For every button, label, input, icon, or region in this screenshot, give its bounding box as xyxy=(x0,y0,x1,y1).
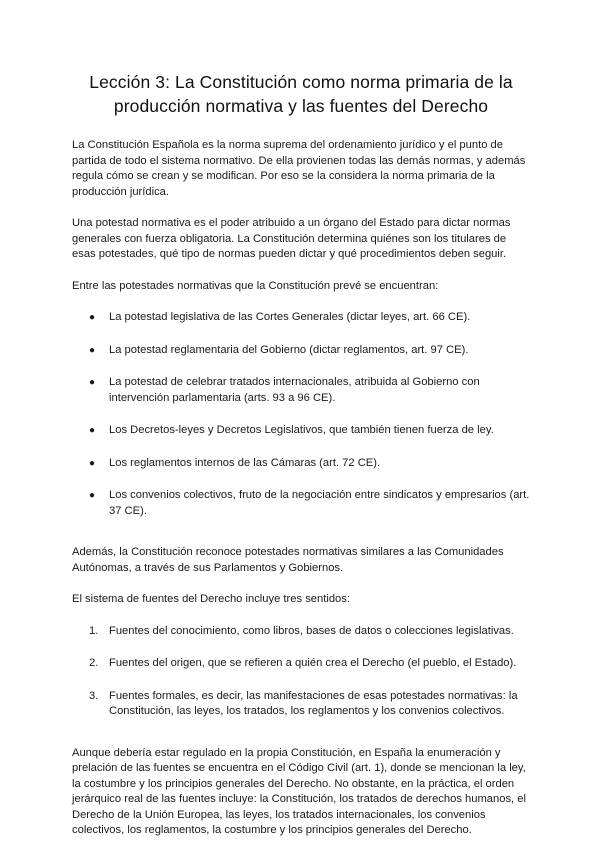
list-item xyxy=(72,423,530,439)
list-item xyxy=(72,689,530,720)
list-item-text: Fuentes del origen, que se refieren a quién crea el Derecho (el pueblo, el Estado). xyxy=(109,657,517,669)
bullet-marker: ● xyxy=(89,344,96,356)
bullet-marker: ● xyxy=(89,312,96,323)
list-item-text: Fuentes del conocimiento, como libros, bases de datos o colecciones legislativas. xyxy=(109,624,514,637)
list-item xyxy=(72,488,530,519)
list-item-text: La potestad legislativa de las Cortes Generales (dictar leyes, art. 66 CE). xyxy=(109,311,471,323)
list-number: 3. xyxy=(89,689,99,702)
list-item-text: Los reglamentos internos de las Cámaras (art. 72 CE). xyxy=(109,456,381,469)
list-item-text: Fuentes formales, es decir, las manifestaciones de esas potestades normativas: la Constitución, las leyes, los tratados, los reglamentos y los convenios colectivos. xyxy=(109,689,518,717)
list-item xyxy=(72,656,530,672)
bullet-marker: ● xyxy=(89,490,96,501)
paragraph-potestades-lead: Entre las potestades normativas que la Constitución prevé se encuentran: xyxy=(72,279,439,292)
list-item xyxy=(72,310,530,326)
bullet-marker: ● xyxy=(89,457,96,469)
list-item xyxy=(72,343,530,359)
list-number: 2. xyxy=(89,657,99,669)
list-item xyxy=(72,456,530,472)
paragraph-potestad-normativa: Una potestad normativa es el poder atribuido a un órgano del Estado para dictar normas generales con fuerza obligatoria. La Constitución determina quiénes son los titulares de esas potestades, qué tipo de normas pueden dictar y qué procedimientos deben seguir. xyxy=(72,217,511,260)
paragraph-intro-constitucion: La Constitución Española es la norma suprema del ordenamiento jurídico y el punto de partida de todo el sistema normativo. De ella provienen todas las demás normas, y además regula cómo se crean y se modifican. Por eso se la considera la norma primaria de la producción jurídica. xyxy=(72,139,526,198)
list-item-text: Los convenios colectivos, fruto de la negociación entre sindicatos y empresarios (art. 37 CE). xyxy=(109,489,530,517)
document-page xyxy=(72,70,530,855)
paragraph-comunidades-autonomas: Además, la Constitución reconoce potestades normativas similares a las Comunidades Autónomas, a través de sus Parlamentos y Gobiernos. xyxy=(72,546,504,574)
list-item xyxy=(72,624,530,640)
potestades-list xyxy=(72,310,530,519)
paragraph-codigo-civil: Aunque debería estar regulado en la propia Constitución, en España la enumeración y prelación de las fuentes se encuentra en el Código Civil (art. 1), donde se mencionan la ley, la costumbre y los principios generales del Derecho. No obstante, en la práctica, el orden jerárquico real de las fuentes incluye: la Constitución, los tratados de derechos humanos, el Derecho de la Unión Europea, las leyes, los tratados internacionales, los convenios colectivos, los reglamentos, la costumbre y los principios generales del Derecho. xyxy=(72,746,526,836)
list-item xyxy=(72,375,530,406)
bullet-marker: ● xyxy=(89,425,96,436)
list-item-text: Los Decretos-leyes y Decretos Legislativos, que también tienen fuerza de ley. xyxy=(109,424,494,436)
page-title: Lección 3: La Constitución como norma primaria de la producción normativa y las fuentes del Derecho xyxy=(89,72,513,116)
fuentes-list xyxy=(72,624,530,720)
list-item-text: La potestad de celebrar tratados internacionales, atribuida al Gobierno con intervención parlamentaria (arts. 93 a 96 CE). xyxy=(109,376,480,404)
bullet-marker: ● xyxy=(89,377,96,388)
paragraph-sistema-fuentes-lead: El sistema de fuentes del Derecho incluye tres sentidos: xyxy=(72,593,350,605)
list-number: 1. xyxy=(89,624,99,637)
list-item-text: La potestad reglamentaria del Gobierno (dictar reglamentos, art. 97 CE). xyxy=(109,343,469,356)
